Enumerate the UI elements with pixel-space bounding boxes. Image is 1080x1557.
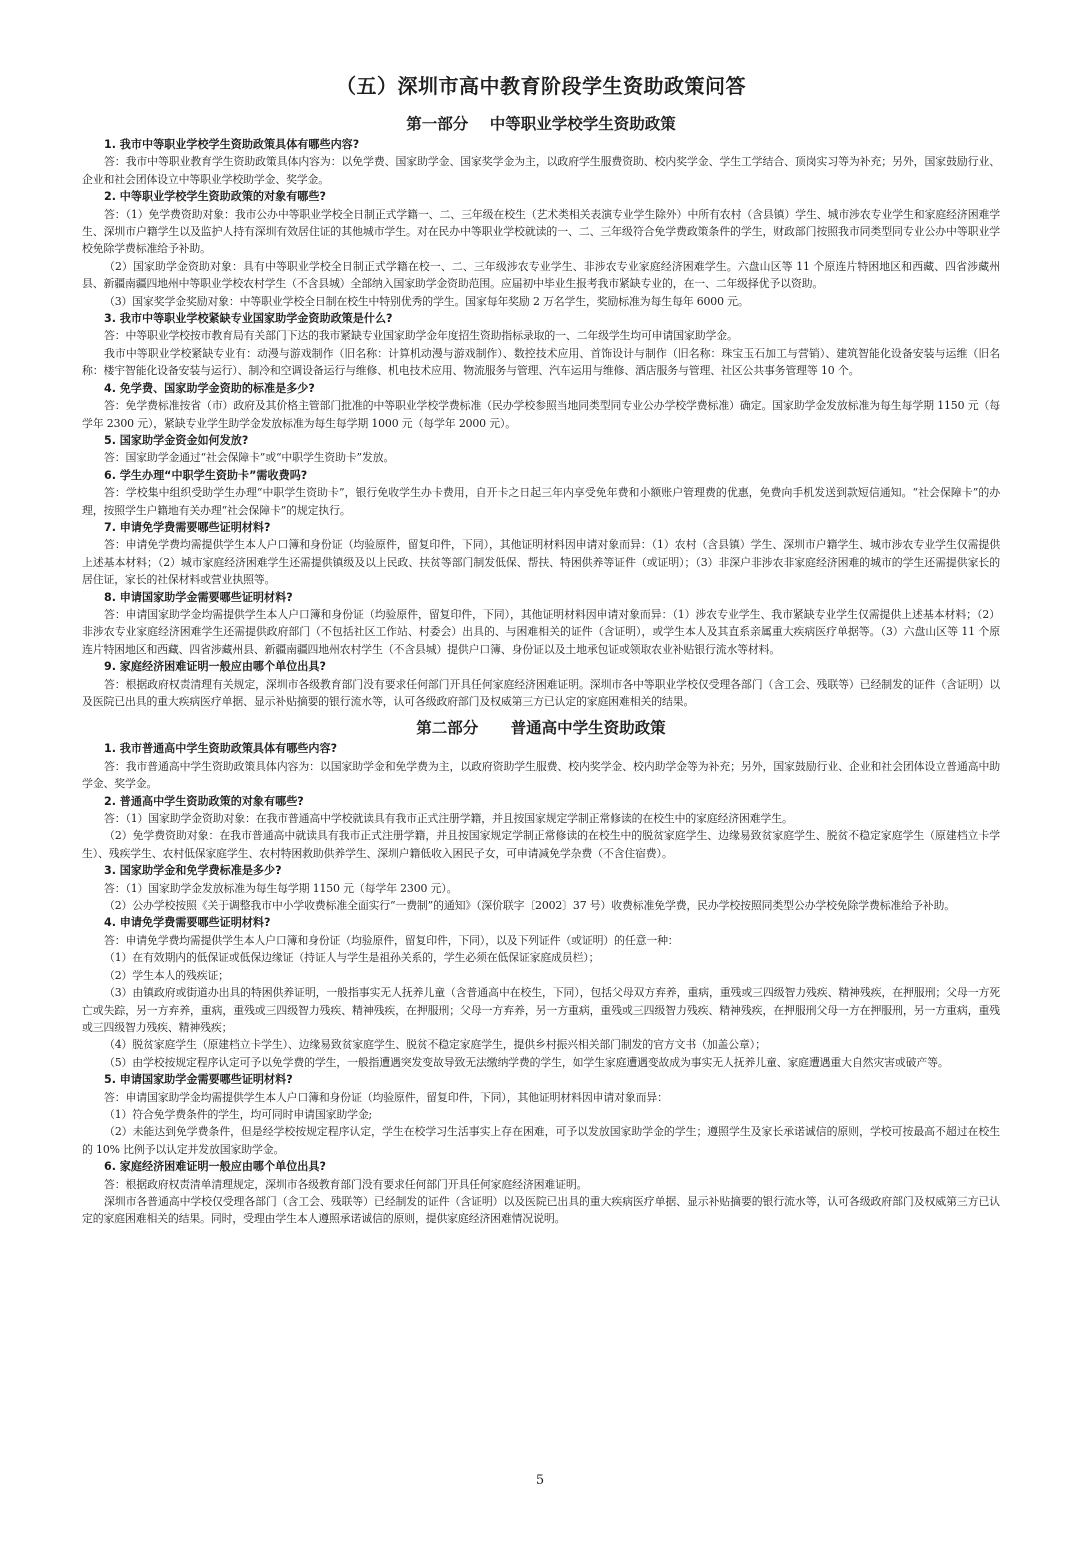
answer-paragraph: 答：申请免学费均需提供学生本人户口簿和身份证（均验原件，留复印件，下同），其他证明材料因申请对象而异：（1）农村（含县镇）学生、深圳市户籍学生、城市涉农专业学生仅需提供上述基本材料；（2）城市家庭经济困难学生还需提供镇级及以上民政、扶贫等部门制发低保、帮扶、特困供养等证件（或证明）；（3）非深户非涉农非家庭经济困难的城市的学生还需提供家长的居住证，家长的社保材料或营业执照等。 [82,538,1000,587]
question-heading: 4. 申请免学费需要哪些证明材料? [104,916,271,930]
page-number: 5 [535,1473,545,1488]
answer-paragraph: 答：中等职业学校按市教育局有关部门下达的我市紧缺专业国家助学金年度招生资助指标录取的一、二年级学生均可申请国家助学金。 [104,329,738,343]
question-heading: 8. 申请国家助学金需要哪些证明材料? [104,590,293,604]
answer-paragraph: 答：我市中等职业教育学生资助政策具体内容为：以免学费、国家助学金、国家奖学金为主，以政府学生服费资助、校内奖学金、学生工学结合、顶岗实习等为补充；另外，国家鼓励行业、企业和社会团体设立中等职业学校助学金、奖学金。 [82,155,1000,186]
answer-paragraph: （2）公办学校按照《关于调整我市中小学收费标准全面实行“一费制”的通知》（深价联字〔2002〕37 号）收费标准免学费，民办学校按照同类型公办学校免除学费标准给予补助。 [104,899,955,913]
question-heading: 5. 国家助学金资金如何发放? [104,433,249,447]
answer-paragraph: 答：免学费标准按省（市）政府及其价格主管部门批准的中等职业学校学费标准（民办学校参照当地同类型同专业公办学校学费标准）确定。国家助学金发放标准为每生每学期 1150 元（每学年 2300 元），紧缺专业学生助学金发放标准为每生每学期 1000 元（每学年 2000 元）。 [82,399,1000,430]
answer-paragraph: （2）国家助学金资助对象：具有中等职业学校全日制正式学籍在校一、二、三年级涉农专业学生、非涉农专业家庭经济困难学生。六盘山区等 11 个原连片特困地区和西藏、四省涉藏州县、新疆南疆四地州中等职业学校农村学生（不含县城）全部纳入国家助学金资助范围。应届初中毕业生报考我市紧缺专业的，在一、二年级择优予以资助。 [82,259,1000,291]
answer-paragraph: （3）由镇政府或街道办出具的特困供养证明，一般指事实无人抚养儿童（含普通高中在校生，下同），包括父母双方弃养，重病，重残或三四级智力残疾、精神残疾，在押服刑；父母一方死亡或失踪，另一方弃养，重病，重残或三四级智力残疾、精神残疾，在押服刑；父母一方弃养，另一方重病，重残或三四级智力残疾、精神残疾，在押服刑父母一方在押服刑，另一方重病，重残或三四级智力残疾、精神残疾； [82,986,1000,1034]
answer-paragraph: （2）免学费资助对象：在我市普通高中就读具有我市正式注册学籍，并且按国家规定学制正常修读的在校生中的脱贫家庭学生、边缘易致贫家庭学生、脱贫不稳定家庭学生（原建档立卡学生）、残疾学生、农村低保家庭学生、农村特困救助供养学生、深圳户籍低收入困民子女，可申请减免学杂费（不含住宿费）。 [82,829,1000,860]
question-heading: 6. 家庭经济困难证明一般应由哪个单位出具? [104,1160,326,1174]
answer-paragraph: 答：根据政府权责清单清理规定，深圳市各级教育部门没有要求任何部门开具任何家庭经济困难证明。 [104,1177,588,1191]
answer-paragraph: 答：申请免学费均需提供学生本人户口簿和身份证（均验原件，留复印件，下同），以及下列证件（或证明）的任意一种： [104,933,679,947]
document-title: （五）深圳市高中教育阶段学生资助政策问答 [336,74,746,98]
answer-paragraph: （2）未能达到免学费条件，但是经学校按规定程序认定，学生在校学习生活事实上存在困难，可予以发放国家助学金的学生；遵照学生及家长承诺诚信的原则，学校可按最高不超过在校生的 10% 比例予以认定并发放国家助学金。 [82,1125,1000,1156]
answer-paragraph: 深圳市各普通高中学校仅受理各部门（含工会、残联等）已经制发的证件（含证明）以及医院已出具的重大疾病医疗单据、显示补贴摘要的银行流水等，认可各级政府部门及权威第三方已认定的家庭困难相关的结果。同时，受理由学生本人遵照承诺诚信的原则，提供家庭经济困难情况说明。 [82,1194,1000,1226]
question-heading: 7. 申请免学费需要哪些证明材料? [104,520,271,534]
section-title: 第一部分 中等职业学校学生资助政策 [406,115,676,133]
answer-paragraph: （3）国家奖学金奖励对象：中等职业学校全日制在校生中特别优秀的学生。国家每年奖励 2 万名学生，奖励标准为每生每年 6000 元。 [104,294,749,308]
answer-paragraph: （4）脱贫家庭学生（原建档立卡学生）、边缘易致贫家庭学生、脱贫不稳定家庭学生，提供乡村振兴相关部门制发的官方文书（加盖公章）； [104,1038,766,1052]
answer-paragraph: （5）由学校按规定程序认定可予以免学费的学生，一般指遭遇突发变故导致无法缴纳学费的学生，如学生家庭遭遇变故成为事实无人抚养儿童、家庭遭遇重大自然灾害或破产等。 [104,1055,949,1069]
question-heading: 5. 申请国家助学金需要哪些证明材料? [104,1073,293,1087]
answer-paragraph: 答：申请国家助学金均需提供学生本人户口簿和身份证（均验原件，留复印件，下同），其他证明材料因申请对象而异： [104,1090,668,1104]
answer-paragraph: 答：国家助学金通过“社会保障卡”或“中职学生资助卡”发放。 [104,451,395,465]
answer-paragraph: 答：根据政府权责清理有关规定，深圳市各级教育部门没有要求任何部门开具任何家庭经济困难证明。深圳市各中等职业学校仅受理各部门（含工会、残联等）已经制发的证件（含证明）以及医院已出具的重大疾病医疗单据、显示补贴摘要的银行流水等，认可各级政府部门及权威第三方已认定的家庭困难相关的结果。 [82,677,1000,708]
answer-paragraph: 答：我市普通高中学生资助政策具体内容为：以国家助学金和免学费为主，以政府资助学生服费、校内奖学金、校内助学金等为补充；另外，国家鼓励行业、企业和社会团体设立普通高中助学金、奖学金。 [82,759,1000,791]
document-page [82,70,1000,1228]
answer-paragraph: 答：学校集中组织受助学生办理“中职学生资助卡”，银行免收学生办卡费用，自开卡之日起三年内享受免年费和小额账户管理费的优惠，免费向手机发送到款短信通知。“社会保障卡”的办理，按照学生户籍地有关办理“社会保障卡”的规定执行。 [82,486,1000,517]
answer-paragraph: 答：（1）国家助学金发放标准为每生每学期 1150 元（每学年 2300 元）。 [104,881,458,895]
document-body [82,112,1000,1228]
question-heading: 2. 普通高中学生资助政策的对象有哪些? [104,794,304,808]
question-heading: 9. 家庭经济困难证明一般应由哪个单位出具? [104,660,326,674]
answer-paragraph: 我市中等职业学校紧缺专业有：动漫与游戏制作（旧名称：计算机动漫与游戏制作）、数控技术应用、首饰设计与制作（旧名称：珠宝玉石加工与营销）、建筑智能化设备安装与运维（旧名称：楼宇智能化设备安装与运行）、制冷和空调设备运行与维修、机电技术应用、物流服务与管理、汽车运用与维修、酒店服务与管理、社区公共事务管理等 10 个。 [82,346,1000,378]
question-heading: 3. 国家助学金和免学费标准是多少? [104,864,282,878]
answer-paragraph: 答：（1）国家助学金资助对象：在我市普通高中学校就读具有我市正式注册学籍，并且按国家规定学制正常修读的在校生中的家庭经济困难学生。 [104,812,793,826]
question-heading: 3. 我市中等职业学校紧缺专业国家助学金资助政策是什么? [104,312,393,326]
answer-paragraph: （1）在有效期内的低保证或低保边缘证（持证人与学生是祖孙关系的，学生必须在低保证家庭成员栏）； [104,951,600,965]
section-title: 第二部分 普通高中学生资助政策 [416,719,666,738]
answer-paragraph: 答：申请国家助学金均需提供学生本人户口簿和身份证（均验原件，留复印件，下同），其他证明材料因申请对象而异：（1）涉农专业学生、我市紧缺专业学生仅需提供上述基本材料；（2）非涉农专业家庭经济困难学生还需提供政府部门（不包括社区工作站、村委会）出具的、与困难相关的证件（含证明），或学生本人及其直系亲属重大疾病医疗单据等。（3）六盘山区等 11 个原连片特困地区和西藏、四省涉藏州县、新疆南疆四地州农村学生（不含县城）提供户口簿、身份证以及土地承包证或领取农业补贴银行流水等材料。 [82,607,1000,656]
question-heading: 1. 我市中等职业学校学生资助政策具体有哪些内容? [104,138,360,151]
answer-paragraph: （2）学生本人的残疾证； [104,968,229,982]
answer-paragraph: （1）符合免学费条件的学生，均可同时申请国家助学金; [104,1107,373,1121]
question-heading: 4. 免学费、国家助学金资助的标准是多少? [104,381,315,395]
question-heading: 1. 我市普通高中学生资助政策具体有哪些内容? [104,742,338,756]
question-heading: 6. 学生办理“中职学生资助卡”需收费吗? [104,468,308,482]
answer-paragraph: 答：（1）免学费资助对象：我市公办中等职业学校全日制正式学籍一、二、三年级在校生（艺术类相关表演专业学生除外）中所有农村（含县镇）学生、城市涉农专业学生和家庭经济困难学生、深圳市户籍学生以及监护人持有深圳有效居住证的其他城市学生。对在民办中等职业学校就读的一、二、三年级符合免学费政策条件的学生，财政部门按照我市同类型同专业公办中等职业学校免除学费标准给予补助。 [82,207,1000,256]
question-heading: 2. 中等职业学校学生资助政策的对象有哪些? [104,190,326,204]
